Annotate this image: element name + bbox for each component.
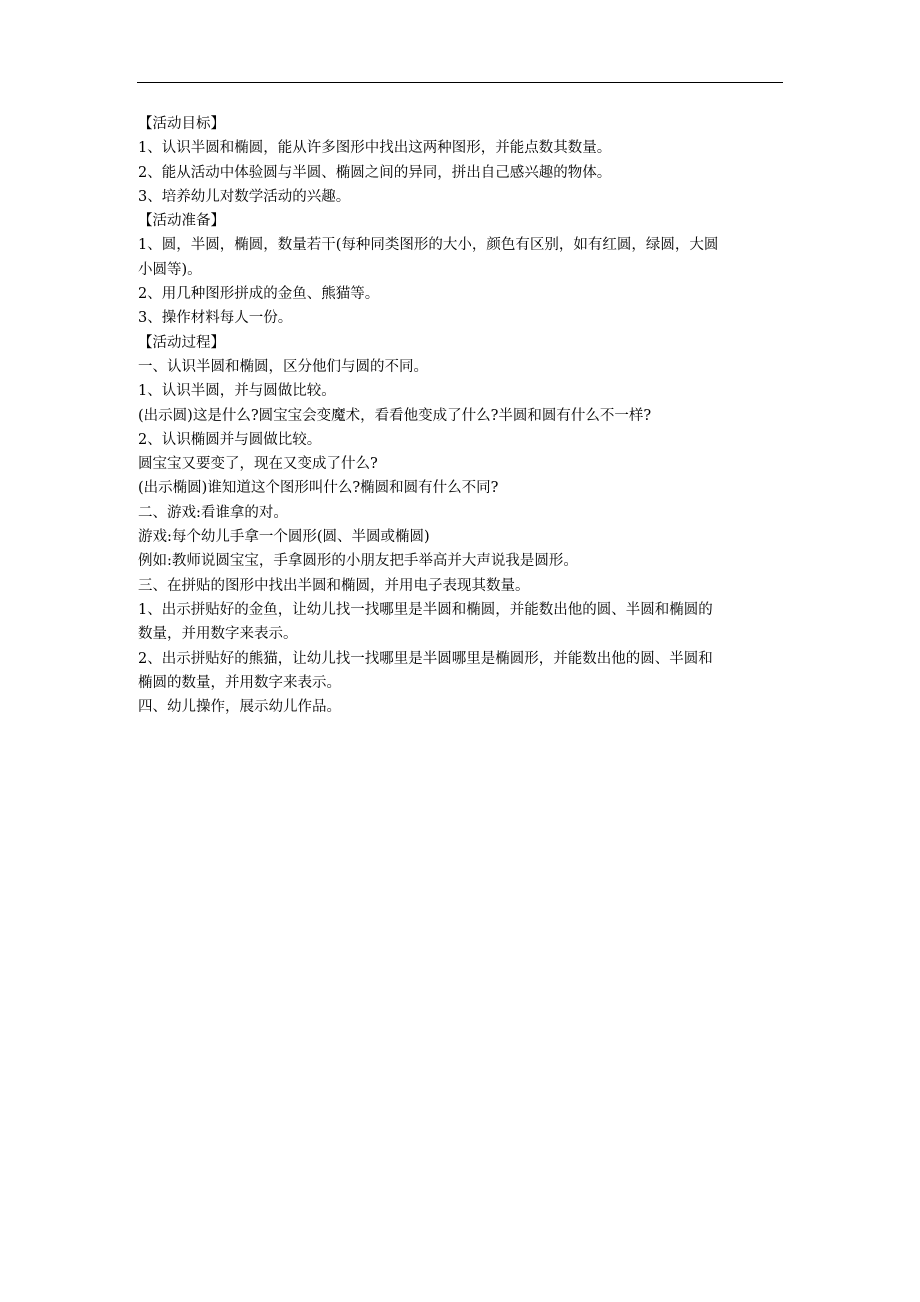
text-line: 3、操作材料每人一份。 (138, 310, 293, 327)
text-line: 三、在拼贴的图形中找出半圆和椭圆，并用电子表现其数量。 (138, 577, 530, 594)
text-line: 2、出示拼贴好的熊猫，让幼儿找一找哪里是半圆哪里是椭圆形，并能数出他的圆、半圆和 (138, 650, 713, 667)
text-line: 一、认识半圆和椭圆，区分他们与圆的不同。 (138, 358, 428, 375)
text-line: 圆宝宝又要变了，现在又变成了什么? (138, 456, 378, 473)
section-heading-process: 【活动过程】 (138, 334, 225, 351)
section-heading-goals: 【活动目标】 (138, 116, 225, 132)
text-line: 2、认识椭圆并与圆做比较。 (138, 431, 322, 448)
text-line: 1、认识半圆，并与圆做比较。 (138, 383, 336, 400)
text-line: 2、能从活动中体验圆与半圆、椭圆之间的异同，拼出自己感兴趣的物体。 (138, 164, 612, 181)
text-line: 椭圆的数量，并用数字来表示。 (138, 674, 341, 691)
text-line: 1、圆，半圆，椭圆，数量若干(每种同类图形的大小，颜色有区别，如有红圆，绿圆，大圆 (138, 237, 719, 254)
document-body (138, 112, 786, 719)
text-line: 数量，并用数字来表示。 (138, 626, 298, 643)
text-line: 1、出示拼贴好的金鱼，让幼儿找一找哪里是半圆和椭圆，并能数出他的圆、半圆和椭圆的 (138, 601, 713, 618)
section-heading-preparation: 【活动准备】 (138, 213, 225, 230)
text-line: 1、认识半圆和椭圆，能从许多图形中找出这两种图形，并能点数其数量。 (138, 140, 612, 157)
text-line: 游戏:每个幼儿手拿一个圆形(圆、半圆或椭圆) (138, 529, 430, 546)
header-rule (137, 82, 783, 83)
text-line: (出示椭圆)谁知道这个图形叫什么?椭圆和圆有什么不同? (138, 480, 499, 497)
text-line: 例如:教师说圆宝宝，手拿圆形的小朋友把手举高并大声说我是圆形。 (138, 553, 578, 570)
text-line: (出示圆)这是什么?圆宝宝会变魔术，看看他变成了什么?半圆和圆有什么不一样? (138, 407, 652, 424)
text-line: 2、用几种图形拼成的金鱼、熊猫等。 (138, 286, 380, 303)
text-line: 四、幼儿操作，展示幼儿作品。 (138, 699, 341, 716)
text-line: 小圆等)。 (138, 261, 202, 278)
text-line: 二、游戏:看谁拿的对。 (138, 504, 288, 521)
text-line: 3、培养幼儿对数学活动的兴趣。 (138, 188, 351, 205)
